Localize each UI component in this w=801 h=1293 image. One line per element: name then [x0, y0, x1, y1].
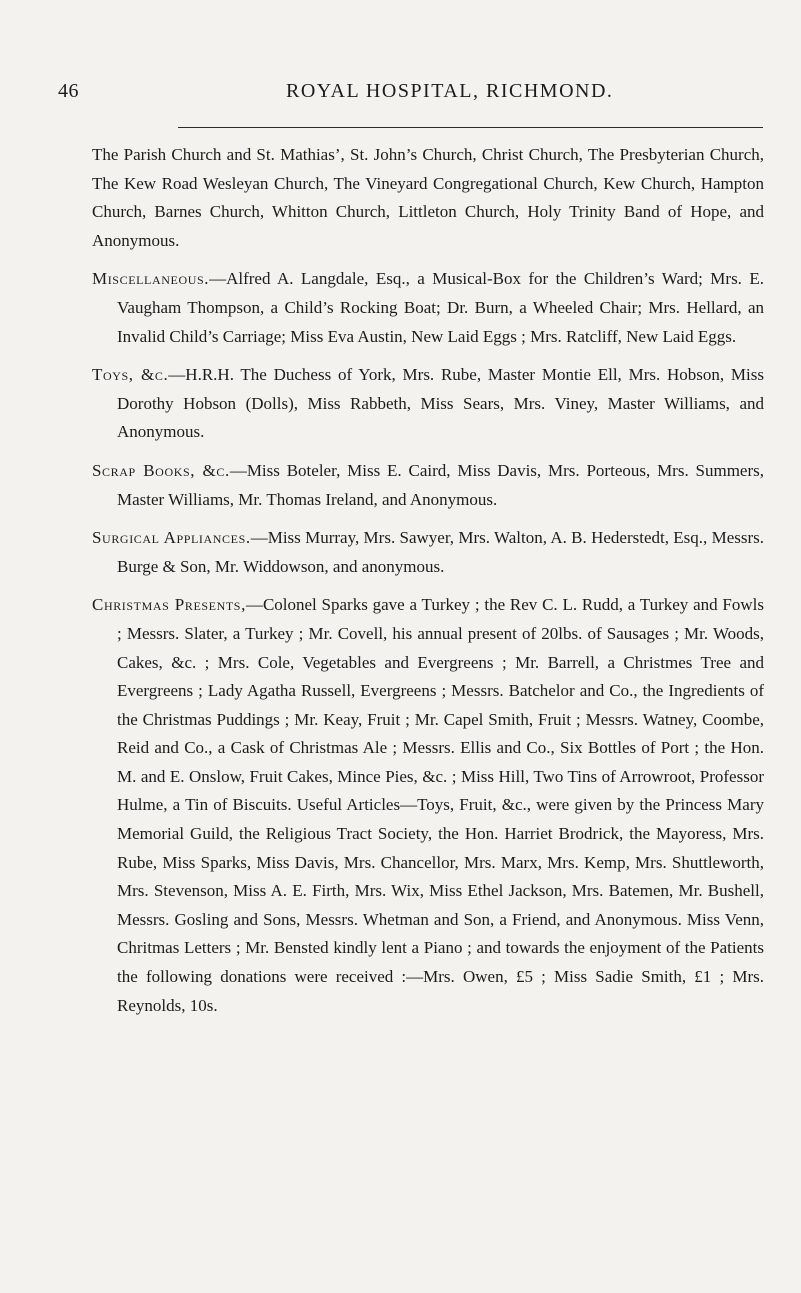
paragraph-surgical-appliances [92, 524, 764, 581]
header-rule [178, 127, 763, 128]
section-lead: Scrap Books, &c. [92, 460, 230, 480]
paragraph-toys [92, 361, 764, 447]
page-number: 46 [58, 80, 79, 102]
paragraph-text: The Parish Church and St. Mathias’, St. John’s Church, Christ Church, The Presbyterian Church, The Kew Road Wesleyan Church, The Vineyard Congregational Church, Kew Church, Hampton Church, Barnes Church, Whitton Church, Littleton Church, Holy Trinity Band of Hope, and Anonymous. [92, 145, 764, 250]
paragraph-text: —H.R.H. The Duchess of York, Mrs. Rube, Master Montie Ell, Mrs. Hobson, Miss Dorothy Hobson (Dolls), Miss Rabbeth, Miss Sears, Mrs. Viney, Master Williams, and Anonymous. [117, 365, 764, 442]
paragraph-text: —Miss Boteler, Miss E. Caird, Miss Davis, Mrs. Porteous, Mrs. Summers, Master Williams, Mr. Thomas Ireland, and Anonymous. [117, 460, 765, 509]
section-lead: Miscellaneous. [92, 269, 210, 289]
page-header [58, 80, 758, 110]
running-title: ROYAL HOSPITAL, RICHMOND. [286, 80, 614, 102]
section-lead: Surgical Appliances. [92, 528, 251, 548]
paragraph-christmas-presents [92, 591, 764, 1020]
section-lead: Toys, &c. [92, 365, 169, 385]
paragraph-text: —Colonel Sparks gave a Turkey ; the Rev C. L. Rudd, a Turkey and Fowls ; Messrs. Slater, a Turkey ; Mr. Covell, his annual present of 20lbs. of Sausages ; Mr. Woods, Cakes, &c. ; Mrs. Cole, Vegetables and Evergreens ; Mr. Barrell, a Christmes Tree and Evergreens ; Lady Agatha Russell, Evergreens ; Messrs. Batchelor and Co., the Ingredients of the Christmas Puddings ; Mr. Keay, Fruit ; Mr. Capel Smith, Fruit ; Messrs. Watney, Coombe, Reid and Co., a Cask of Christmas Ale ; Messrs. Ellis and Co., Six Bottles of Port ; the Hon. M. and E. Onslow, Fruit Cakes, Mince Pies, &c. ; Miss Hill, Two Tins of Arrowroot, Professor Hulme, a Tin of Biscuits. Useful Articles—Toys, Fruit, &c., were given by the Princess Mary Memorial Guild, the Religious Tract Society, the Hon. Harriet Brodrick, the Mayoress, Mrs. Rube, Miss Sparks, Miss Davis, Mrs. Chancellor, Mrs. Marx, Mrs. Kemp, Mrs. Shuttleworth, Mrs. Stevenson, Miss A. E. Firth, Mrs. Wix, Miss Ethel Jackson, Mrs. Batemen, Mr. Bushell, Messrs. Gosling and Sons, Messrs. Whetman and Son, a Friend, and Anonymous. Miss Venn, Chritmas Letters ; Mr. Bensted kindly lent a Piano ; and towards the enjoyment of the Patients the following donations were received :—Mrs. Owen, £5 ; Miss Sadie Smith, £1 ; Mrs. Reynolds, 10s. [117, 595, 765, 1015]
section-lead: Christmas Presents, [92, 595, 246, 615]
paragraph-text: —Alfred A. Langdale, Esq., a Musical-Box for the Children’s Ward; Mrs. E. Vaugham Thompson, a Child’s Rocking Boat; Dr. Burn, a Wheeled Chair; Mrs. Hellard, an Invalid Child’s Carriage; Miss Eva Austin, New Laid Eggs ; Mrs. Ratcliff, New Laid Eggs. [117, 269, 764, 346]
paragraph-scrap-books [92, 457, 764, 514]
body-text [92, 141, 764, 1030]
paragraph-churches [92, 141, 764, 255]
paragraph-miscellaneous [92, 265, 764, 351]
paragraph-text: —Miss Murray, Mrs. Sawyer, Mrs. Walton, A. B. Hederstedt, Esq., Messrs. Burge & Son, Mr. Widdowson, and anonymous. [117, 528, 765, 576]
